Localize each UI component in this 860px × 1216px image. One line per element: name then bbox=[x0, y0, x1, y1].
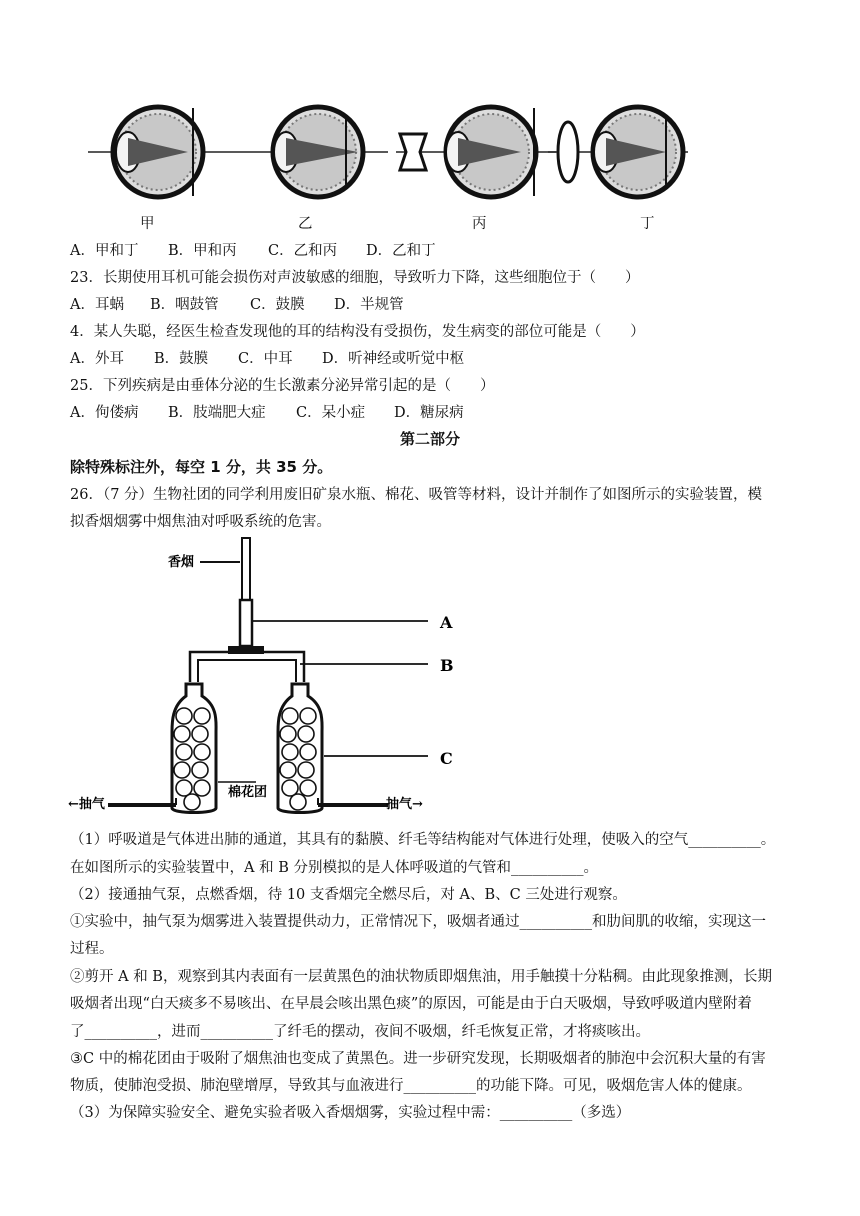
q26-intro-line1: 26．（7 分）生物社团的同学利用废旧矿泉水瓶、棉花、吸管等材料，设计并制作了如图所示的实验装置，模 bbox=[70, 487, 763, 503]
label-a: A bbox=[440, 613, 453, 632]
q24-option-a[interactable]: A．外耳 bbox=[70, 351, 124, 367]
pump-left-label: ←抽气 bbox=[68, 797, 105, 812]
part2-note: 除特殊标注外，每空 1 分，共 35 分。 bbox=[70, 458, 333, 476]
q25-stem: 25．下列疾病是由垂体分泌的生长激素分泌异常引起的是（ ） bbox=[70, 378, 495, 394]
eye-label-jia: 甲 bbox=[140, 216, 155, 232]
q24-stem: 4．某人失聪，经医生检查发现他的耳的结构没有受损伤，发生病变的部位可能是（ ） bbox=[70, 324, 645, 340]
q24-option-c[interactable]: C．中耳 bbox=[238, 351, 293, 367]
q24-options bbox=[70, 347, 464, 368]
tube-a bbox=[240, 600, 252, 646]
bottle-left bbox=[172, 684, 216, 813]
q25-option-c[interactable]: C．呆小症 bbox=[296, 405, 366, 421]
q24-option-b[interactable]: B．鼓膜 bbox=[154, 351, 209, 367]
cigarette-label: 香烟 bbox=[168, 555, 195, 570]
q26-part2-intro: （2）接通抽气泵，点燃香烟，待 10 支香烟完全燃尽后，对 A、B、C 三处进行观察。 bbox=[70, 887, 627, 903]
pump-right-label: 抽气→ bbox=[386, 797, 423, 812]
label-c: C bbox=[440, 749, 453, 768]
q23-option-a[interactable]: A．耳蜗 bbox=[70, 297, 124, 313]
q23-options bbox=[70, 293, 404, 314]
q22-option-d[interactable]: D．乙和丁 bbox=[366, 243, 436, 259]
q26-sub2-line3: 了__________，进而__________了纤毛的摆动，夜间不吸烟，纤毛恢复正常，才将痰咳出。 bbox=[70, 1024, 650, 1040]
q26-sub1-line1: ①实验中，抽气泵为烟雾进入装置提供动力，正常情况下，吸烟者通过__________和肋间肌的收缩，实现这一 bbox=[70, 914, 766, 930]
label-b: B bbox=[440, 656, 454, 675]
q25-options bbox=[70, 401, 464, 422]
bottle-right bbox=[278, 684, 322, 813]
q22-options bbox=[70, 239, 436, 260]
q26-intro-line2: 拟香烟烟雾中烟焦油对呼吸系统的危害。 bbox=[70, 514, 331, 530]
q22-option-a[interactable]: A．甲和丁 bbox=[70, 243, 139, 259]
q25-option-d[interactable]: D．糖尿病 bbox=[394, 405, 464, 421]
q26-sub3-line1: ③C 中的棉花团由于吸附了烟焦油也变成了黄黑色。进一步研究发现，长期吸烟者的肺泡中会沉积大量的有害 bbox=[70, 1051, 766, 1067]
eye-label-ding: 丁 bbox=[640, 216, 655, 232]
q26-part3: （3）为保障实验安全、避免实验者吸入香烟烟雾，实验过程中需：__________（多选） bbox=[70, 1105, 631, 1121]
part2-title: 第二部分 bbox=[399, 430, 460, 448]
q26-sub2-line2: 吸烟者出现“白天痰多不易咳出、在早晨会咳出黑色痰”的原因，可能是由于白天吸烟，导致呼吸道内壁附着 bbox=[70, 996, 752, 1012]
eye-label-yi: 乙 bbox=[298, 216, 313, 232]
q24-option-d[interactable]: D．听神经或听觉中枢 bbox=[322, 351, 465, 367]
q26-part1-line1: （1）呼吸道是气体进出肺的通道，其具有的黏膜、纤毛等结构能对气体进行处理，使吸入的空气__________。 bbox=[70, 832, 776, 848]
q22-option-c[interactable]: C．乙和丙 bbox=[268, 243, 338, 259]
q23-option-c[interactable]: C．鼓膜 bbox=[250, 297, 305, 313]
q22-option-b[interactable]: B．甲和丙 bbox=[168, 243, 237, 259]
q23-stem: 23．长期使用耳机可能会损伤对声波敏感的细胞，导致听力下降，这些细胞位于（ ） bbox=[70, 270, 640, 286]
q26-sub2-line1: ②剪开 A 和 B，观察到其内表面有一层黄黑色的油状物质即烟焦油，用手触摸十分粘稠。由此现象推测，长期 bbox=[70, 969, 772, 985]
q26-sub3-line2: 物质，使肺泡受损、肺泡壁增厚，导致其与血液进行__________的功能下降。可见，吸烟危害人体的健康。 bbox=[70, 1078, 752, 1094]
smoking-apparatus-figure bbox=[68, 536, 470, 818]
q25-option-b[interactable]: B．肢端肥大症 bbox=[168, 405, 266, 421]
eye-diagrams-figure bbox=[78, 98, 690, 202]
q23-option-b[interactable]: B．咽鼓管 bbox=[150, 297, 219, 313]
cigarette bbox=[242, 538, 250, 600]
q25-option-a[interactable]: A．佝偻病 bbox=[70, 405, 139, 421]
q26-sub1-line2: 过程。 bbox=[70, 941, 114, 957]
cotton-label: 棉花团 bbox=[228, 785, 268, 800]
q26-part1-line2: 在如图所示的实验装置中，A 和 B 分别模拟的是人体呼吸道的气管和__________。 bbox=[70, 860, 598, 876]
eye-label-bing: 丙 bbox=[472, 216, 487, 232]
q23-option-d[interactable]: D．半规管 bbox=[334, 297, 404, 313]
